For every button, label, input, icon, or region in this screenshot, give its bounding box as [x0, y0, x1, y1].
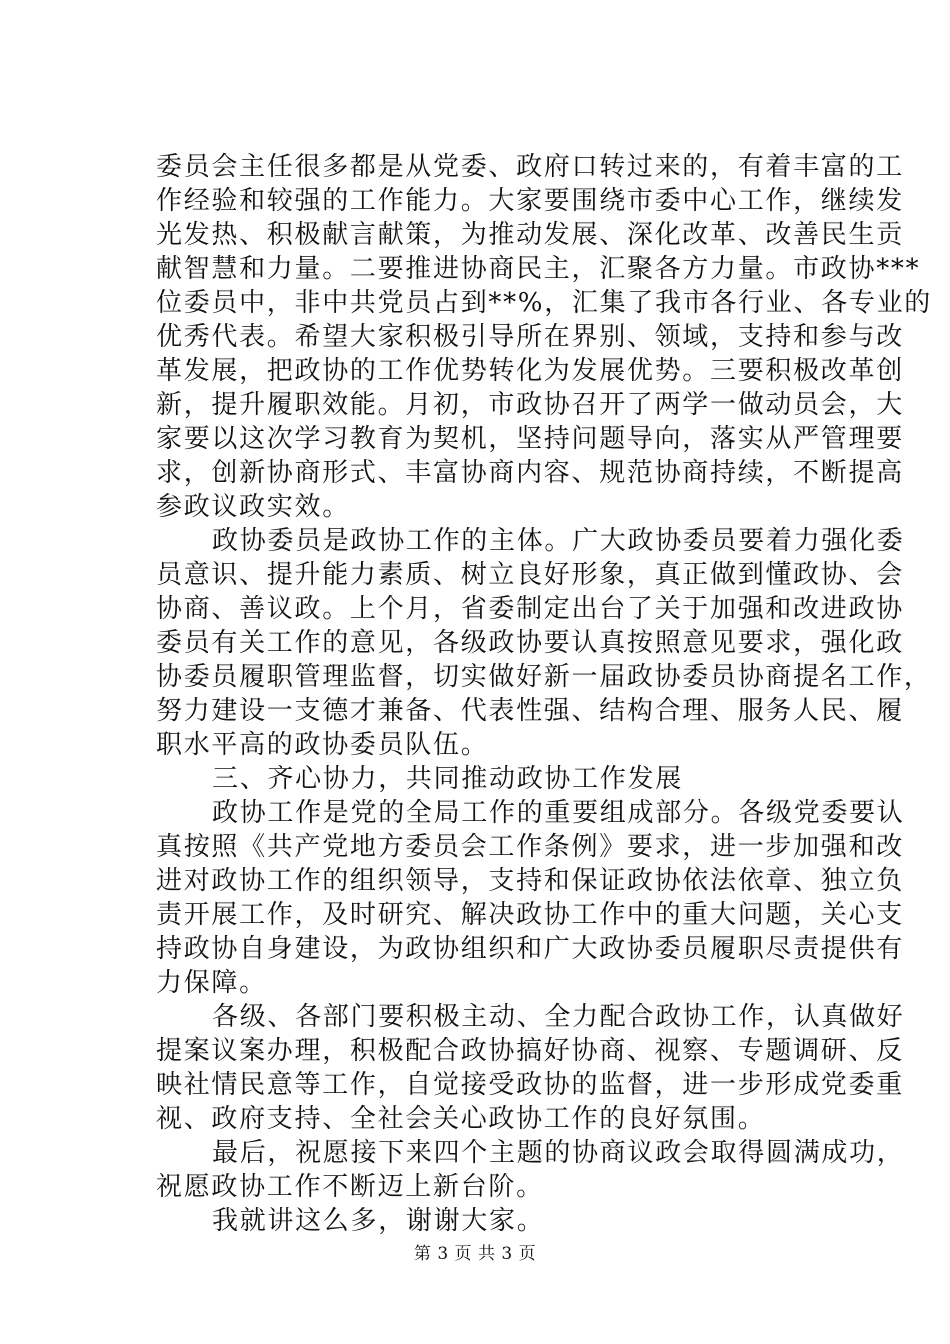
text-line: 员意识、提升能力素质、树立良好形象，真正做到懂政协、会	[156, 560, 904, 590]
paragraph-start: 各级、各部门要积极主动、全力配合政协工作，认真做好	[212, 1002, 905, 1032]
text-line: 责开展工作，及时研究、解决政协工作中的重大问题，关心支	[156, 900, 904, 930]
paragraph-start: 最后，祝愿接下来四个主题的协商议政会取得圆满成功，	[212, 1138, 905, 1168]
text-line: 努力建设一支德才兼备、代表性强、结构合理、服务人民、履	[156, 696, 904, 726]
page-footer: 第 3 页 共 3 页	[413, 1244, 537, 1264]
text-line: 进对政协工作的组织领导，支持和保证政协依法依章、独立负	[156, 866, 904, 896]
text-line: 献智慧和力量。二要推进协商民主，汇聚各方力量。市政协***	[156, 254, 921, 284]
paragraph-start: 我就讲这么多，谢谢大家。	[212, 1206, 545, 1236]
text-line: 革发展，把政协的工作优势转化为发展优势。三要积极改革创	[156, 356, 904, 386]
text-line: 提案议案办理，积极配合政协搞好协商、视察、专题调研、反	[156, 1036, 904, 1066]
text-line: 新，提升履职效能。月初，市政协召开了两学一做动员会，大	[156, 390, 904, 420]
text-line: 求，创新协商形式、丰富协商内容、规范协商持续，不断提高	[156, 458, 904, 488]
text-line: 职水平高的政协委员队伍。	[156, 730, 489, 760]
text-line: 映社情民意等工作，自觉接受政协的监督，进一步形成党委重	[156, 1070, 904, 1100]
text-line: 优秀代表。希望大家积极引导所在界别、领域，支持和参与改	[156, 322, 904, 352]
text-line: 真按照《共产党地方委员会工作条例》要求，进一步加强和改	[156, 832, 904, 862]
text-line: 委员会主任很多都是从党委、政府口转过来的，有着丰富的工	[156, 152, 904, 182]
paragraph-start: 政协工作是党的全局工作的重要组成部分。各级党委要认	[212, 798, 905, 828]
text-line: 力保障。	[156, 968, 267, 998]
text-line: 位委员中，非中共党员占到**%，汇集了我市各行业、各专业的	[156, 288, 933, 318]
text-line: 光发热、积极献言献策，为推动发展、深化改革、改善民生贡	[156, 220, 904, 250]
text-line: 委员有关工作的意见，各级政协要认真按照意见要求，强化政	[156, 628, 904, 658]
text-line: 祝愿政协工作不断迈上新台阶。	[156, 1172, 544, 1202]
text-line: 协商、善议政。上个月，省委制定出台了关于加强和改进政协	[156, 594, 904, 624]
text-line: 家要以这次学习教育为契机，坚持问题导向，落实从严管理要	[156, 424, 904, 454]
text-line: 视、政府支持、全社会关心政协工作的良好氛围。	[156, 1104, 766, 1134]
section-heading: 三、齐心协力，共同推动政协工作发展	[212, 764, 683, 794]
paragraph-start: 政协委员是政协工作的主体。广大政协委员要着力强化委	[212, 526, 905, 556]
text-line: 作经验和较强的工作能力。大家要围绕市委中心工作，继续发	[156, 186, 904, 216]
text-line: 持政协自身建设，为政协组织和广大政协委员履职尽责提供有	[156, 934, 904, 964]
body-text	[156, 150, 933, 1238]
text-line: 参政议政实效。	[156, 492, 350, 522]
text-line: 协委员履职管理监督，切实做好新一届政协委员协商提名工作，	[156, 662, 932, 692]
